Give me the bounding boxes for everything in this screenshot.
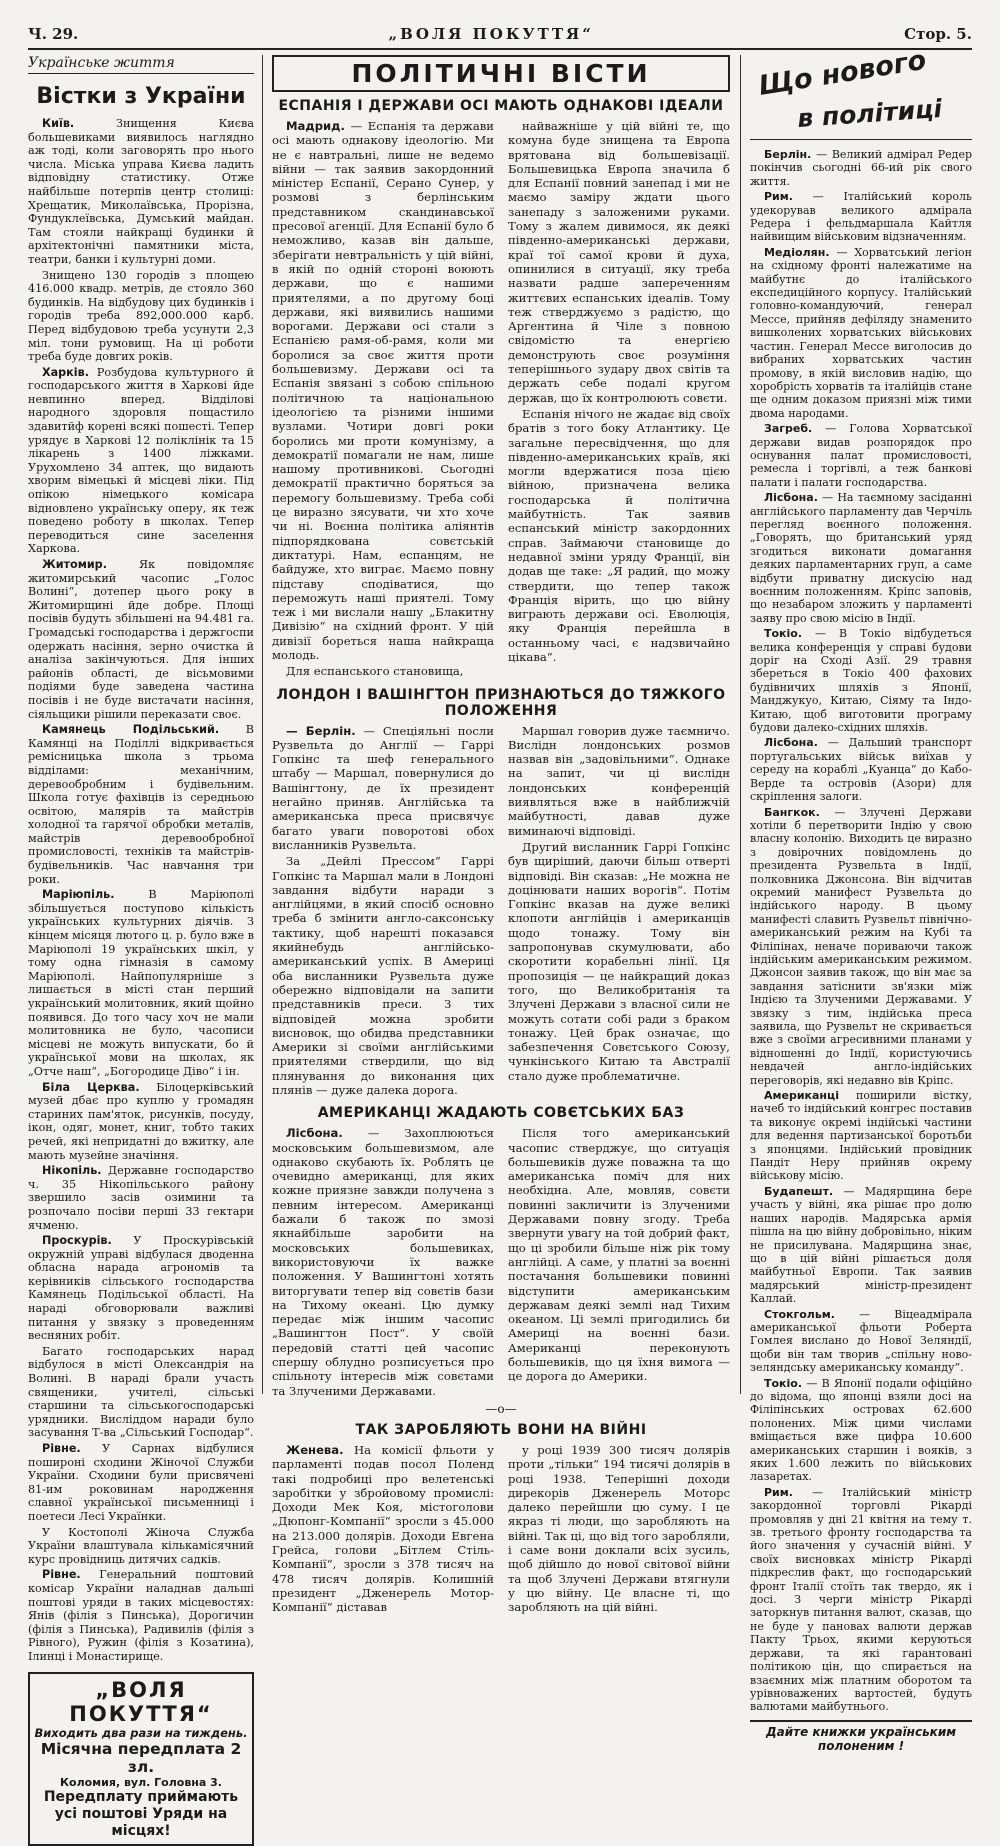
paragraph-text: Маршал говорив дуже таємничо. Вислідн лондонських розмов назвав він „задовільними“. Однаке на запит, чи ці вислідн лондонських конференцій виявляться вже в найближчій майбутності, давав дуже виминаючі відповіді. <box>508 723 730 838</box>
paragraph <box>272 854 494 1097</box>
dateline: Токіо. <box>764 1376 803 1390</box>
paragraph-text: В Камянці на Поділлі відкривається ремісницька школа з трьома відділами: механічним, деревообробним і будівельним. Школа готує фахівців із середньою освітою, малярів та майстрів холодної та гарячої обробки металів, майстрів деревообробної промисловості, техніків та майстрів-будівельників. Час навчання три роки. <box>28 723 254 886</box>
paragraph-text: Другий висланник Гаррі Гопкінс був щиріший, даючи більш отверті відповіді. Він сказав: „Не можна не доцінювати наших ворогів“. Потім Гопкінс вказав на дуже великі клопоти англійців і американців щодо тонажу. Тому він запропонував скумулювати, або скоротити корабельні лінії. Ця пропозиція — це найкращий доказ того, що Великобританія та Злучені Держави з власної сили не можуть сотати собі ради з браком тонажу. Цей брак означає, що забезпечення Совєтського Союзу, чункінського Китаю та Австралії стало дуже проблематичне. <box>508 839 730 1083</box>
ad-frequency: Виходить два рази на тиждень. <box>34 1725 248 1740</box>
article-war-profits <box>272 1443 730 1617</box>
article-london-left <box>272 724 494 1100</box>
paragraph <box>28 1234 254 1343</box>
paragraph-text: Генеральний поштовий комісар України наладнав дальші поштові уряди в таких місцевостях: Янів (філія з Пинська), Дорогичин (філія з Пинська), Радивилів (філія з Рівного), Ружин (філія з Козатина), Ілинці і Монастирище. <box>28 1568 255 1663</box>
paragraph <box>750 148 972 188</box>
dateline: Рівне. <box>42 1568 81 1582</box>
paragraph <box>750 806 972 1088</box>
column-title: Вістки з України <box>36 84 246 109</box>
paragraph <box>508 724 730 838</box>
paragraph-text: Для еспанського становища, <box>286 664 464 679</box>
dateline: Загреб. <box>764 422 813 436</box>
column-divider-2 <box>740 55 741 1394</box>
dateline: Біла Церква. <box>42 1080 140 1094</box>
dateline: Лісбона. <box>764 491 818 505</box>
paragraph <box>750 736 972 803</box>
header-rule <box>28 48 972 50</box>
paragraph <box>28 117 254 267</box>
political-news-banner: ПОЛІТИЧНІ ВІСТИ <box>272 55 730 92</box>
paragraph <box>508 1443 730 1615</box>
paragraph-text: Багато господарських нарад відбулося в місті Олександрія на Волині. В нараді брали участь священики, учителі, сільські старшини та сільськогосподарські урядники. Висліддом наради було засування Т-ва „Сільський Господар“. <box>28 1344 254 1440</box>
dateline: Київ. <box>42 117 75 130</box>
paragraph <box>508 840 730 1083</box>
newspaper-name: „ВОЛЯ ПОКУТТЯ“ <box>388 25 594 43</box>
dateline: Рим. <box>764 190 793 204</box>
paragraph-text: — Голова Хорватської держави видав розпорядок про оснування палат промисловості, ремесла і торгівлі, а теж банкові палати і палати господарства. <box>750 422 972 489</box>
article-war-profits-title: ТАК ЗАРОБЛЯЮТЬ ВОНИ НА ВІЙНІ <box>355 1421 647 1438</box>
paragraph-text: — Дальший транспорт португальських військ виїхав у середу на кораблі „Куанца“ до Кабо-Верде та островів (Азори) для скріплення залоги. <box>750 736 973 804</box>
article-war-profits-right <box>508 1443 730 1617</box>
article-americans <box>272 1126 730 1400</box>
article-americans-title: АМЕРИКАНЦІ ЖАДАЮТЬ СОВЄТСЬКИХ БАЗ <box>317 1105 685 1122</box>
paragraph <box>28 1345 254 1440</box>
paragraph-text: найважніше у цій війні те, що комуна буде знищена та Европа врятована від большевізації. Большевицька Европа значила б для Еспанії повний занепад і ми не маємо заміру ждати цього занепаду з заложеними руками. Тому з жалем дивимося, як деякі південно-американські держави, краї тої самої крови й духа, опинилися в ситуації, яку треба назвати радше запереченням життєвих еспанських ідеалів. Тому теж стверджуємо з радістю, що Аргентина й Чіле з повною свідомістю та енергією демонструють своє розуміння теперішнього зудару двох світів та держать себе подалі кругом держав, що їх контролюють совєти. <box>508 119 730 405</box>
paragraph <box>750 1089 972 1183</box>
paragraph-text: у році 1939 300 тисяч долярів проти „тільки“ 194 тисячі долярів в році 1938. Теперішні доходи дирекорів Дженерель Моторс далеко перейшли цю суму. І це якраз ті люди, що заробляють на війні. Так ці, що від того заробляли, і саме вони доклали всіх зусиль, щоб дійшло до нової світової війни та щоб Злучені Держави втягнули у цю війну. Це власне ті, що заробляють на цій війні. <box>508 1442 730 1615</box>
article-separator: —о— <box>485 1401 517 1416</box>
dateline: Житомир. <box>42 558 107 571</box>
paragraph-text: В Маріюполі збільшується поступово кількість українських культурних діячів. З кінцем місяця лютого ц. р. було вже в Маріюполі 19 українських шкіл, у тому одна гімназія в самому Маріюполі. Найпопулярніше з лишається в місті стан перший український молитовник, який щойно появився. До того часу хоч не мали молитовника не було, часописи місцеві не можуть випускати, бо й української мови на школах, як „Отче наш“, „Богородице Діво“ і ін. <box>28 888 254 1078</box>
paragraph <box>272 724 494 853</box>
dateline: — Берлін. <box>286 723 356 738</box>
paragraph-text: — В Японії подали офіційно до відома, що японці взяли досі на Філіпінських островах 62.600 полонених. Між цими числами вміщається вже цифра 10.600 американських старшин і вояків, з яких 1.600 лежить по військових лазаретах. <box>750 1376 973 1484</box>
paragraph-text: поширили вістку, начеб то індійський конгрес поставив та виконує окремі індійські частини для ведення партизанської боротьби з японцями. Індійський провідник Пандіт Неру прийняв окрему військову місію. <box>750 1089 972 1183</box>
paragraph-text: — Хорватський легіон на східному фронті належатиме на майбутнє до італійського експедиційного корпусу. Італійський головно-командуючий, генерал Мессе, прийняв дефіляду знаменито вишколених хорватських військових частин. Генерал Мессе виголосив до вибраних хорватських частин промову, в якій висловив надію, що хоробрість хорватів та італійців стане ще одним доказом приязні між тими двома народами. <box>750 245 972 420</box>
paragraph-text: — Мадярщина бере участь у війні, яка рішає про долю наших народів. Мадярська армія пішла на цю війну добровільно, ніким не присилувана. Мадярщина знає, що в цій війні рішається доля майбутньої Европи. Так заявив мадярський міністр-президент Каллай. <box>750 1184 972 1306</box>
paragraph <box>508 119 730 405</box>
paragraph-text: — Захоплюються московським большевизмом, але однаково скубають їх. Роблять це очевидно американці, для яких кожне приязне завжди получена з певним інтересом. Американці бажали б також по змозі якнайбільше заробити на московських большевиках, використовуючи їх важке положення. У Вашингтоні хотять виторгувати тепер від совєтів бази на Тихому океані. Цю думку передає між іншим часопис „Вашингтон Пост“. У своїй передовій статті цей часопис спершу облудно розписується про спільноту інтересів між совєтами та Злученими Державами. <box>272 1126 494 1398</box>
column-political-news <box>272 55 730 1615</box>
dateline: Харків. <box>42 365 89 379</box>
dateline: Проскурів. <box>42 1234 112 1248</box>
paragraph-text: — Італійський король удекорував великого адмірала Редера і фельдмаршала Кайтля найвищим військовим відзначенням. <box>750 190 972 244</box>
dateline: Бангкок. <box>764 805 820 819</box>
article-spain-left <box>272 119 494 681</box>
paragraph-text: У Проскурівській окружній управі відбулася дводенна обласна нарада агрономів та керівників сільського господарства Камянець Подільської області. На нараді обговорювали важливі питання у звязку з проведенням весняних робіт. <box>28 1234 254 1343</box>
dateline: Рим. <box>764 1485 793 1499</box>
paragraph <box>28 366 254 556</box>
whats-new-logo <box>750 44 972 140</box>
paragraph <box>272 1126 494 1398</box>
paragraph-text: За „Дейлі Прессом“ Гаррі Гопкінс та Маршал мали в Лондоні завдання відбути наради з англійцями, в який спосіб основно треба б змінити англо-саксонську тактику, щоб нарешті показався якийнебудь англійсько-американський успіх. В Америці оба висланники Рузвельта дуже обережно відповідали на запити представників преси. З тих відповідей можна зробити висновок, що обидва представники Америки зі своїми англійськими приятелями ствердили, що від плянування до виконання цих плянів — дуже далека дорога. <box>272 854 494 1097</box>
paragraph <box>750 1185 972 1306</box>
paragraph <box>28 1081 254 1163</box>
dateline: Маріюпіль. <box>42 888 115 902</box>
article-spain-title: ЕСПАНІЯ І ДЕРЖАВИ ОСІ МАЮТЬ ОДНАКОВІ ІДЕАЛИ <box>278 98 724 114</box>
article-london-title: ЛОНДОН І ВАШІНГТОН ПРИЗНАЮТЬСЯ ДО ТЯЖКОГО ПОЛОЖЕННЯ <box>276 686 726 719</box>
article-spain <box>272 119 730 681</box>
dateline: Камянець Подільський. <box>42 723 220 737</box>
ad-title: „ВОЛЯ ПОКУТТЯ“ <box>69 1677 213 1726</box>
article-london-right <box>508 724 730 1100</box>
paragraph-text: У Костополі Жіноча Служба України влаштувала кількамісячний курс провідниць дитячих садків. <box>28 1525 254 1566</box>
paragraph <box>28 558 254 721</box>
dateline: Будапешт. <box>764 1184 834 1198</box>
paragraph <box>272 1443 494 1615</box>
paragraph <box>28 1568 254 1663</box>
dateline: Лісбона. <box>286 1126 343 1141</box>
paragraph-text: — В Токіо відбудеться велика конференція у справі будови доріг на Сході Азії. 29 травня збереться в Токіо 400 фахових будівничих шляхів з Японії, Манджукуо, Китаю, Сіяму та Індо-Китаю, щоб виготовити програму будови далеко-східних шляхів. <box>750 627 972 735</box>
paragraph-text: Як повідомляє житомирський часопис „Голос Волині“, дотепер цього року в Житомирщині йде добре. Площі посівів будуть збільшені на 94.481 га. Громадські господарства і держгоспи одержать насіння, зерно очистка й аналіза закінчуються. Для інших районів області, де вісьмовими подіями буде заведена частина посівів і не буде вистачати насіння, сіяльщики рішили переказати своє. <box>28 558 254 721</box>
paragraph <box>28 723 254 886</box>
column-whats-new <box>750 44 973 1753</box>
paragraph <box>508 1126 730 1383</box>
news-list <box>28 117 254 1664</box>
dateline: Токіо. <box>764 627 803 641</box>
dateline: Лісбона. <box>764 736 818 750</box>
dateline: Рівне. <box>42 1442 81 1455</box>
paragraph-text: — Еспанія та держави осі мають однакову ідеологію. Ми не є навтральні, лише не ведемо війни — так заявив закордонний міністер Еспанії, Серано Сунер, у розмові з берлінським представником скандинавської пресової агенції. Для Еспанії було б неможливо, казав він дальше, зберігати невтральність у цій війні, в якій по одній стороні воюють держави, що є нашими приятелями, а по другому боці держави, які виявились нашими ворогами. Держави осі стали з Еспанією рамя-об-рамя, коли ми боролися за своє життя проти большевизму. Держави осі та Еспанія звязані з собою спільною політичною та національною ідеологією та різними іншими вузлами. Чотири довгі роки боролись ми проти комунізму, а демократії помагали не нам, лише нашому противникові. Сьогодні демократії практично боряться за перемогу большевизму. Треба собі це виразно зясувати, чи хто хоче чи ні. Воєнна політика аліянтів підпорядкована совєтській диктатурі. Нам, еспанцям, не байдуже, хто виграє. Маємо повну підставу сподіватися, що переможуть наші приятелі. Тому теж і ми вислали нашу „Блакитну Дивізію“ на східний фронт. У цій дивізії бореться наша найкраща молодь. <box>272 119 494 662</box>
dateline: Женева. <box>286 1442 344 1457</box>
paragraph-text: — Злучені Держави хотіли б перетворити Індію у свою власну колонію. Виходить це виразно з довірочних повідомлень до президента Рузвельта в Індії, полковника Джонсона. Він відчитав окремий манифест Рузвельта до індійського народу. В цьому манифесті славить Рузвельт північно-американський режим на Кубі та Філіпінах, неначе пориваючи також індійським американським режимом. Джонсон заявив також, що він має за завдання затіснити зв'язки між Індією та Злученими Державами. У звязку з тим, індійська преса заявила, що Рузвельт не скривається вже з своїми агресивними планами у відношенні до Індії, користуючись невдачей англо-індійських переговорів, які недавно вів Кріпс. <box>750 805 972 1087</box>
paragraph-text: У Сарнах відбулися пошироні сходини Жіночої Служби України. Сходини були присвячені 81-им роковинам народження славної української письменниці і поетеси Лесі Українки. <box>28 1442 254 1523</box>
article-americans-left <box>272 1126 494 1400</box>
paragraph-text: — Спеціяльні посли Рузвельта до Англії — Гаррі Гопкінс та шеф генерального штабу — Маршал, повернулися до Вашінгтону, де їх президент негайно приняв. Англійська та американська преса присвячує багато уваги поворотові обох висланників Рузвельта. <box>272 723 495 852</box>
dateline: Американці <box>764 1089 839 1103</box>
dateline: Медіолян. <box>764 245 830 259</box>
section-label: Українське життя <box>28 55 254 74</box>
paragraph-text: Розбудова культурного й господарського життя в Харкові йде невпинно вперед. Відділові народного здоровля пощастило здавитйф корені всякі пошесті. Тепер урядує в Харкові 12 поліклінік та 15 лікарень з 1400 ліжками. Урухомлено 34 аптек, що видають хворим вімецькі й місцеві ліки. Під опікою німецького комісара відновлено українську оперу, як теж поведено роботу в школах. Тепер переводиться сине заселення Харкова. <box>28 365 254 556</box>
short-news-list <box>750 148 972 1714</box>
paragraph-text: Державне господарство ч. 35 Нікопільського району звершило засів озимини та розпочало посіви перші 33 гектари ячменю. <box>28 1164 254 1232</box>
ad-price: Місячна передплата 2 зл. <box>40 1739 242 1776</box>
subscription-ad <box>28 1672 254 1846</box>
paragraph-text: Знищення Києва большевиками виявилось наглядно аж тоді, коли заговорять про нього числа. Міська управа Києва ладить відповідну статистику. Отже найбільше потерпів центр столиці: Хрещатик, Миколаївська, Прорізна, Фундуклеївська, Думський майдан. Там стояли найкращі будинки й архітектонічні памятники міста, театри, банки і культурні доми. <box>28 117 254 266</box>
column-divider-1 <box>262 55 263 1394</box>
article-americans-right <box>508 1126 730 1400</box>
paragraph-text: Білоцерківський музей дбає про куплю у громадян стариних пам'яток, рисунків, посуду, ікон, одяг, монет, книг, тобто таких речей, які непридатні до вжитку, але мають музейне значіння. <box>28 1080 255 1162</box>
article-spain-right <box>508 119 730 681</box>
paragraph <box>750 1486 972 1714</box>
dateline: Мадрид. <box>286 119 345 133</box>
paragraph-text: На комісії фльоти у парламенті подав посол Поленд такі подробиці про велетенські заробітки у збройовому промислі: Доходи Мек Коя, містоголови „Дюпонг-Компанії“ зросли з 45.000 на 213.000 долярів. Доходи Евгена Грейса, голови „Бітлем Стіль-Компанії“, зросли з 378 тисяч на 478 тисяч долярів. Колишній президент „Дженерель Мотор-Компанії“ діставав <box>272 1442 494 1615</box>
dateline: Нікопіль. <box>42 1164 102 1178</box>
paragraph-text: — Італійський міністр закордонної торговлі Рікарді промовляв у дні 21 квітня на тему т. зв. третього фронту господарства та його значення у сучасній війні. У своїх висновках міністр Рікарді підкреслив факт, що господарський фронт Італії стоїть так твердо, як і досі. З черги міністр Рікарді заторкнув питання валют, сказав, що не буде у пановах валюти держав Пакту Трьох, якими керуються держави, та які гарантовані політикою цін, що спирається на взаємних між платним оборотом та урівноважених вартостей, будуть валютами майбутнього. <box>750 1485 972 1714</box>
issue-number: Ч. 29. <box>28 25 79 43</box>
paragraph-text: — Віцеадмірала американської фльоти Роберта Гомлея вислано до Нової Зеляндії, щоби він там творив „спільну ново-зеляндську американську команду“. <box>750 1307 973 1375</box>
paragraph <box>750 190 972 244</box>
paragraph <box>28 1442 254 1524</box>
dateline: Стокгольм. <box>764 1307 835 1321</box>
page-number: Стор. 5. <box>904 25 972 43</box>
paragraph-text: Знищено 130 городів з площею 416.000 квадр. метрів, де стояло 360 будинків. На відбудову цих будинків і городів треба 892,000.000 карб. Перед відбудовою треба усунути 2,3 міл. тони румовищ. На ці роботи треба буде довгих років. <box>28 268 254 364</box>
article-london <box>272 724 730 1100</box>
paragraph <box>28 269 254 364</box>
dateline: Берлін. <box>764 148 812 161</box>
paragraph-text: Еспанія нічого не жадає від своїх братів з того боку Атлантику. Це загальне пересвідчення, що для південно-американських країв, які могли вдержатися поза цією війною, призначена велика господарська й політична майбутність. Так заявив еспанський міністр закордонних справ. Займаючи становище до недавної зміни уряду Франції, він додав ще таке: „Я радий, що можу ствердити, що тепер також Франція вірить, що цю війну виграють держави осі. Еволюція, яку Франція перейшла в останньому часі, є надзвичайно цікава“. <box>508 406 730 664</box>
logo-line-1: Що нового <box>756 44 929 102</box>
paragraph <box>272 664 494 678</box>
column-ukrainian-life <box>28 55 255 1839</box>
paragraph <box>28 1526 254 1567</box>
article-war-profits-left <box>272 1443 494 1617</box>
ad-address: Коломия, вул. Головна 3. <box>60 1775 222 1789</box>
paragraph-text: — Великий адмірал Редер покінчив сьогодні 66-ий рік свого життя. <box>750 148 972 188</box>
paragraph <box>750 491 972 625</box>
page-header <box>28 22 972 46</box>
paragraph <box>750 246 972 420</box>
paragraph-text: Після того американський часопис стверджує, що ситуація большевиків дуже поважна та що американська поміч для них необхідна. Але, мовляв, совєти повинні закличити із Злученими Державами повну згоду. Треба звернути увагу на той добрий факт, що ці зробили більше ніж рік тому англійці. А саме, у платні за воєнні постачання большевики повинні відступити американським державам деякі землі над Тихим океаном. Ці землі пригодились би Америці на воєнні бази. Американці переконують большевиків, що ця їхня вимога — це дорога до Америки. <box>508 1126 730 1384</box>
ad-note: Передплату приймають усі поштові Уряди на місцях! <box>43 1788 239 1839</box>
paragraph <box>750 1308 972 1375</box>
paragraph <box>28 1164 254 1232</box>
footer-appeal: Дайте книжки українським полоненим ! <box>750 1720 972 1753</box>
logo-line-2: в політиці <box>796 93 944 133</box>
paragraph <box>508 407 730 664</box>
paragraph <box>28 888 254 1078</box>
paragraph <box>750 422 972 489</box>
paragraph <box>750 627 972 734</box>
paragraph-text: — На таємному засіданні англійського парламенту дав Черчіль перегляд воєнного положення. „Говорять, що британський уряд згодиться виконати домагання деяких парламентарних груп, а саме відбути приватну дискусію над воєнним положенням. Кріпс заповів, що незабаром зложить у парламенті заяву про свою місію в Індії. <box>750 491 973 625</box>
paragraph <box>750 1377 972 1484</box>
paragraph <box>272 119 494 662</box>
